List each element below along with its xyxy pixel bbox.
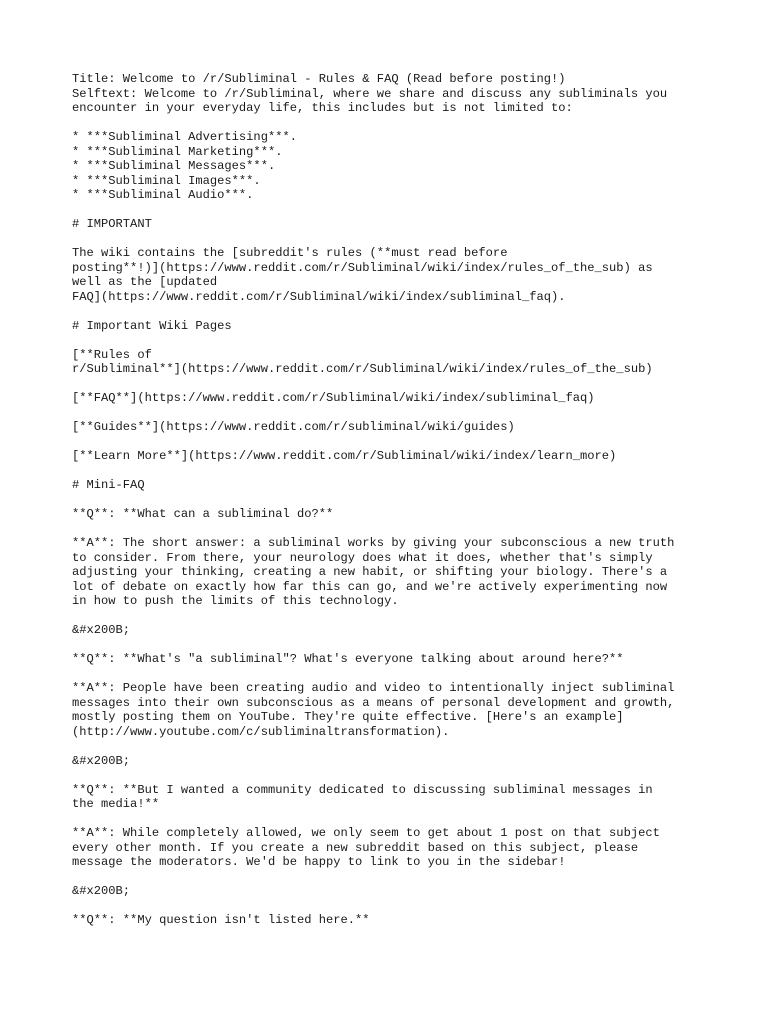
text-paragraph <box>72 623 712 638</box>
text-paragraph <box>72 681 712 739</box>
text-line: in how to push the limits of this technology. <box>72 594 399 608</box>
text-line: lot of debate on exactly how far this can go, and we're actively experimenting now <box>72 579 668 594</box>
text-line: **Q**: **What's "a subliminal"? What's everyone talking about around here?** <box>72 652 624 666</box>
text-line: posting**!)](https://www.reddit.com/r/Subliminal/wiki/index/rules_of_the_sub) as <box>72 260 653 275</box>
text-line: Title: Welcome to /r/Subliminal - Rules & FAQ (Read before posting!) <box>72 72 566 86</box>
text-line: * ***Subliminal Audio***. <box>72 188 254 202</box>
text-line: **Q**: **My question isn't listed here.** <box>72 913 370 927</box>
text-paragraph <box>72 348 712 377</box>
text-line: r/Subliminal**](https://www.reddit.com/r/Subliminal/wiki/index/rules_of_the_sub) <box>72 362 653 376</box>
text-line: **A**: The short answer: a subliminal works by giving your subconscious a new truth <box>72 536 675 550</box>
text-line: messages into their own subconscious as a means of personal development and growth, <box>72 695 675 710</box>
text-line: adjusting your thinking, creating a new habit, or shifting your biology. There's a <box>72 565 668 579</box>
text-paragraph <box>72 652 712 667</box>
text-line: Selftext: Welcome to /r/Subliminal, where we share and discuss any subliminals you <box>72 86 668 101</box>
text-paragraph <box>72 884 712 899</box>
text-paragraph <box>72 246 712 304</box>
text-line: [**Guides**](https://www.reddit.com/r/subliminal/wiki/guides) <box>72 420 515 434</box>
text-line: message the moderators. We'd be happy to link to you in the sidebar! <box>72 855 566 869</box>
text-paragraph <box>72 536 712 609</box>
text-line: [**Learn More**](https://www.reddit.com/r/Subliminal/wiki/index/learn_more) <box>72 449 617 463</box>
text-paragraph <box>72 319 712 334</box>
text-line: # Important Wiki Pages <box>72 318 232 333</box>
text-line: # IMPORTANT <box>72 217 152 231</box>
text-paragraph <box>72 391 712 406</box>
text-line: &#x200B; <box>72 884 131 898</box>
text-line: mostly posting them on YouTube. They're quite effective. [Here's an example] <box>72 710 624 724</box>
text-paragraph <box>72 826 712 870</box>
text-line: **A**: People have been creating audio and video to intentionally inject subliminal <box>72 681 675 695</box>
text-line: every other month. If you create a new subreddit based on this subject, please <box>72 840 639 855</box>
text-line: [**FAQ**](https://www.reddit.com/r/Subliminal/wiki/index/subliminal_faq) <box>72 391 595 405</box>
text-paragraph <box>72 420 712 435</box>
text-line: &#x200B; <box>72 753 131 768</box>
text-paragraph <box>72 783 712 812</box>
text-line: **Q**: **But I wanted a community dedicated to discussing subliminal messages in <box>72 782 653 797</box>
text-paragraph <box>72 72 712 116</box>
text-line: the media!** <box>72 797 160 811</box>
text-line: * ***Subliminal Advertising***. <box>72 130 297 144</box>
text-line: * ***Subliminal Messages***. <box>72 159 276 173</box>
text-line: &#x200B; <box>72 623 131 637</box>
text-line: **A**: While completely allowed, we only seem to get about 1 post on that subject <box>72 826 660 840</box>
text-line: [**Rules of <box>72 347 152 362</box>
text-paragraph <box>72 913 712 928</box>
text-line: well as the [updated <box>72 275 218 289</box>
text-line: **Q**: **What can a subliminal do?** <box>72 507 334 521</box>
text-line: encounter in your everyday life, this includes but is not limited to: <box>72 101 573 115</box>
text-paragraph <box>72 754 712 769</box>
text-line: * ***Subliminal Images***. <box>72 173 261 188</box>
text-paragraph <box>72 478 712 493</box>
text-line: * ***Subliminal Marketing***. <box>72 144 283 159</box>
text-paragraph <box>72 507 712 522</box>
text-line: to consider. From there, your neurology does what it does, whether that's simply <box>72 550 653 565</box>
text-line: The wiki contains the [subreddit's rules (**must read before <box>72 246 508 260</box>
text-paragraph <box>72 449 712 464</box>
text-line: FAQ](https://www.reddit.com/r/Subliminal/wiki/index/subliminal_faq). <box>72 289 566 304</box>
text-paragraph <box>72 217 712 232</box>
document-page <box>72 72 712 942</box>
text-line: # Mini-FAQ <box>72 478 145 492</box>
text-line: (http://www.youtube.com/c/subliminaltransformation). <box>72 724 450 739</box>
text-paragraph <box>72 130 712 203</box>
